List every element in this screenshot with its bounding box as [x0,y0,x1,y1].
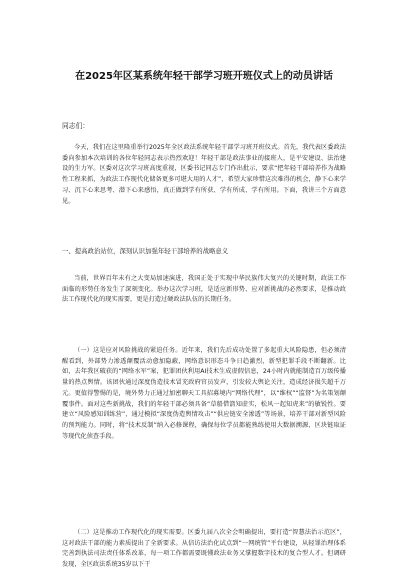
subsection-paragraph-1: （一）这是应对风险挑战的紧迫任务。近年来，我们先后成功处置了多起重大风险隐患，但必须清醒看到，外部势力渗透颠覆活动愈加隐蔽，网络意识形态斗争日趋激烈，新型犯罪手段不断翻新。比如，去年我区破获的“网络水军”案，犯罪团伙利用AI技术生成虚假信息，24小时内就能制造百万级传播量的热点舆情。该团伙通过深度伪造技术冒充政府官员发声，引发较大舆论关注，造成经济损失超千万元。更值得警惕的是，境外势力正通过加密聊天工具招募境内“网络代理”，以“维权”“监督”为名策划颠覆事件。面对这些新挑战，我们的年轻干部必须具备“草船借箭知虚实，松风一起知虎来”的敏锐性。要建立“风险感知训练营”，通过模拟“深度伪造舆情攻击”“供应链安全渗透”等场景，培养干部对新型风险的预判能力。同时，将“技术反制”纳入必修课程，确保每位学员都能熟练使用大数据溯源、区块链取证等现代化侦查手段。 [62,347,346,440]
section-heading: 一、提高政治站位，深刻认识加强年轻干部培养的战略意义 [62,247,229,255]
greeting: 同志们： [62,122,90,130]
section-intro-paragraph: 当前，世界百年未有之大变局加速演进，我国正处于实现中华民族伟大复兴的关键时期，政法工作面临的形势任务发生了深刻变化。举办这次学习班，是适应新形势、应对新挑战的必然要求，是推动政法工作现代化的现实需要，更是打造过硬政法队伍的长期任务。 [62,275,346,304]
document-title: 在2025年区某系统年轻干部学习班开班仪式上的动员讲话 [75,71,333,82]
intro-paragraph: 今天，我们在这里隆重举行2025年全区政法系统年轻干部学习班开班仪式。首先，我代表区委政法委向参加本次培训的各位年轻同志表示热烈欢迎！年轻干部是政法事业的接班人，是平安建设、法治建设的生力军。区委对这次学习班高度重视，区委书记同志专门作出批示，要求“把年轻干部培养作为战略性工程来抓，为政法工作现代化储备更多可堪大用的人才”，希望大家珍惜这次难得的机会，静下心来学习、沉下心来思考、潜下心来感悟，真正做到学有所获、学有所成、学有所用。下面，我讲三个方面意见。 [62,144,346,205]
subsection-paragraph-2: （二）这是推动工作现代化的现实需要。区委九届八次全会明确提出，要打造“智慧法治示范区”，这对政法干部的能力素质提出了全新要求。从信访法治化试点到“一网统管”平台建设，从轻罪治理体系完善到执法司法责任体系改革，每一项工作都需要既懂政法业务又掌握数字技术的复合型人才。但调研发现，全区政法系统35岁以下干 [62,529,346,569]
